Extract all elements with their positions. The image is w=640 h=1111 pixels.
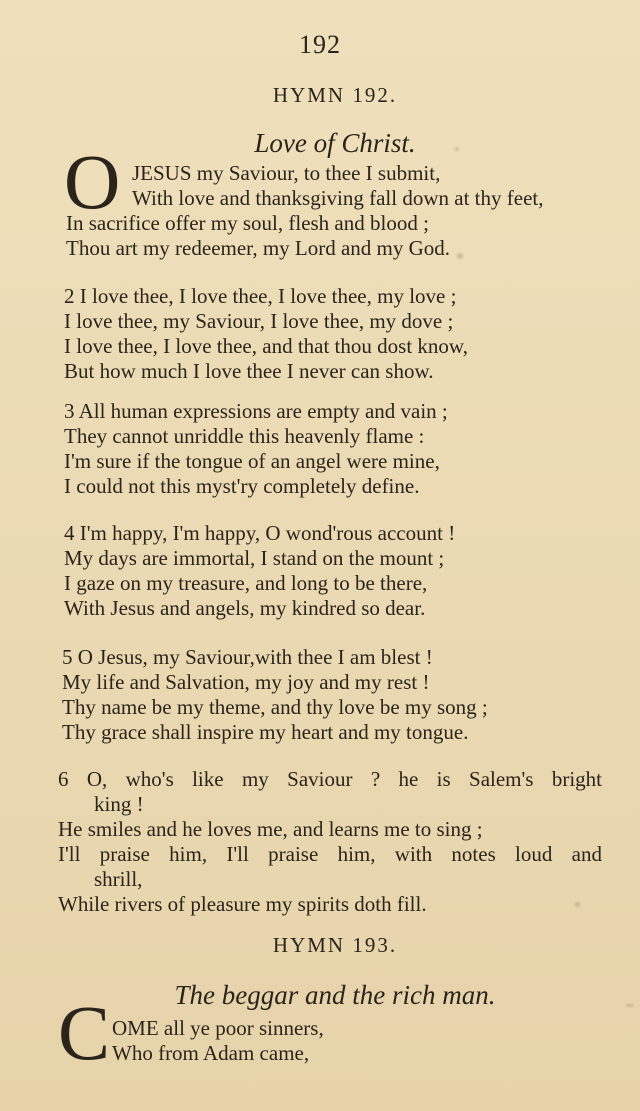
verse-1 <box>66 162 543 261</box>
verse-5-line-4: Thy grace shall inspire my heart and my tongue. <box>62 720 469 744</box>
verse-6 <box>58 767 602 917</box>
verse-2-line-2: I love thee, my Saviour, I love thee, my dove ; <box>64 309 454 333</box>
verse-2-line-4: But how much I love thee I never can show. <box>64 359 434 383</box>
verse-5 <box>62 645 488 745</box>
verse-6-line-2: king ! <box>94 792 144 816</box>
hymn-193-title: The beggar and the rich man. <box>174 980 496 1010</box>
verse-1-line-1: JESUS my Saviour, to thee I submit, <box>132 161 441 185</box>
verse-6-line-1: 6 O, who's like my Saviour ? he is Salem's bright <box>58 767 602 791</box>
hymn-192-title: Love of Christ. <box>254 128 416 158</box>
hymn-193-line-2: Who from Adam came, <box>112 1041 310 1065</box>
verse-1-line-3: In sacrifice offer my soul, flesh and blood ; <box>66 211 429 235</box>
page-number: 192 <box>299 30 341 59</box>
verse-5-line-3: Thy name be my theme, and thy love be my song ; <box>62 695 488 719</box>
hymn-192-heading: HYMN 192. <box>272 83 398 107</box>
verse-3-line-2: They cannot unriddle this heavenly flame : <box>64 424 425 448</box>
verse-4-line-2: My days are immortal, I stand on the mount ; <box>64 546 445 570</box>
verse-3-line-4: I could not this myst'ry completely define. <box>64 474 420 498</box>
hymn-193-heading: HYMN 193. <box>272 933 398 957</box>
verse-4-line-4: With Jesus and angels, my kindred so dear. <box>64 596 426 620</box>
verse-2-line-3: I love thee, I love thee, and that thou dost know, <box>64 334 468 358</box>
verse-4-line-1: 4 I'm happy, I'm happy, O wond'rous account ! <box>64 521 456 545</box>
verse-4-line-3: I gaze on my treasure, and long to be there, <box>64 571 428 595</box>
verse-2 <box>64 284 468 384</box>
verse-1-line-4: Thou art my redeemer, my Lord and my God. <box>66 236 451 260</box>
verse-6-line-3: He smiles and he loves me, and learns me to sing ; <box>58 817 483 841</box>
verse-2-line-1: 2 I love thee, I love thee, I love thee, my love ; <box>64 284 457 308</box>
verse-6-line-4: I'll praise him, I'll praise him, with notes loud and <box>58 842 602 866</box>
hymn-193-line-1: OME all ye poor sinners, <box>112 1016 324 1040</box>
hymn-192-drop-cap: O <box>64 138 121 225</box>
verse-6-line-6: While rivers of pleasure my spirits doth fill. <box>58 892 427 916</box>
verse-5-line-1: 5 O Jesus, my Saviour,with thee I am blest ! <box>62 645 433 669</box>
verse-1-line-2: With love and thanksgiving fall down at thy feet, <box>132 186 544 210</box>
verse-3-line-1: 3 All human expressions are empty and vain ; <box>64 399 448 423</box>
verse-6-line-5: shrill, <box>94 867 143 891</box>
hymn-193-opening-lines <box>112 1016 324 1066</box>
verse-3 <box>64 399 448 499</box>
hymn-193-drop-cap: C <box>58 989 111 1076</box>
verse-3-line-3: I'm sure if the tongue of an angel were mine, <box>64 449 440 473</box>
verse-5-line-2: My life and Salvation, my joy and my rest ! <box>62 670 430 694</box>
verse-4 <box>64 521 455 621</box>
